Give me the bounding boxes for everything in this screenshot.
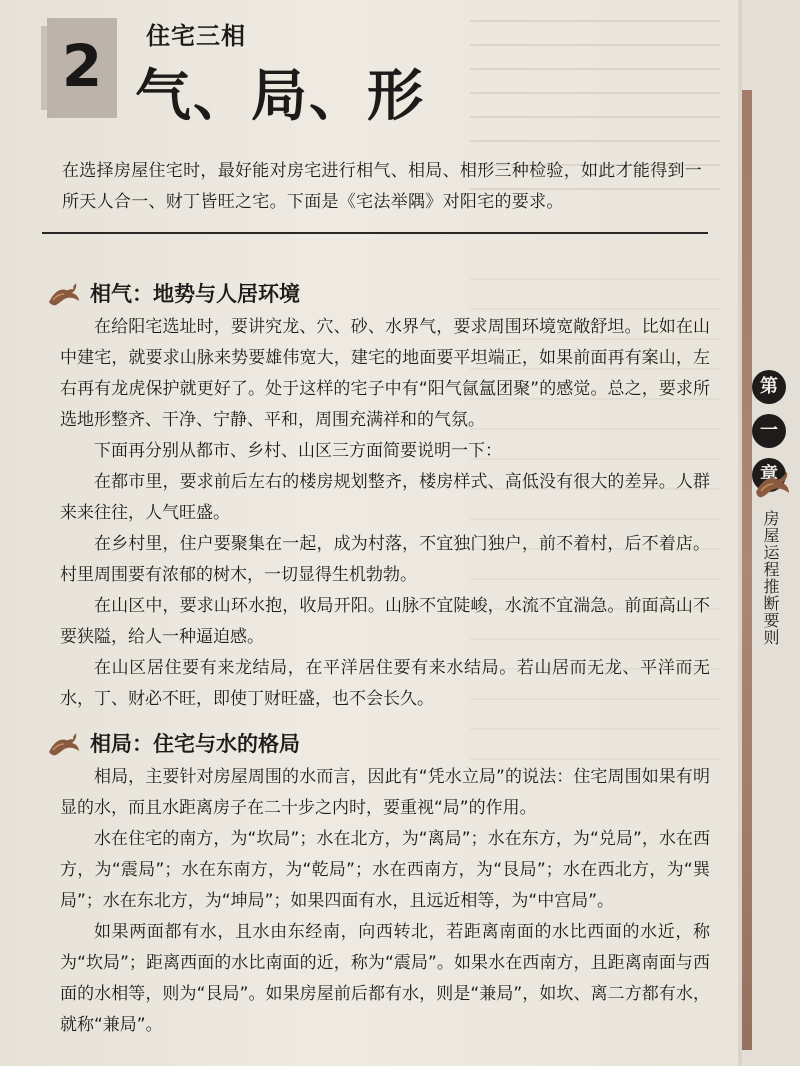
paragraph: 在给阳宅选址时，要讲究龙、穴、砂、水界气，要求周围环境宽敞舒坦。比如在山中建宅，就要求山脉来势要雄伟宽大，建宅的地面要平坦端正，如果前面再有案山，左右再有龙虎保护就更好了。处于这样的宅子中有“阳气氤氲团聚”的感觉。总之，要求所选地形整齐、干净、宁静、平和，周围充满祥和的气氛。 — [60, 317, 710, 430]
dragon-ornament-icon — [46, 728, 82, 758]
chapter-tab-char: 章 — [752, 458, 786, 492]
side-tab-band — [742, 90, 752, 1050]
paragraph: 如果两面都有水，且水由东经南，向西转北，若距离南面的水比西面的水近，称为“坎局”；距离西面的水比南面的近，称为“震局”。如果水在西南方，且距离南面与西面的水相等，则为“艮局”。如果房屋前后都有水，则是“兼局”，如坎、离二方都有水，就称“兼局”。 — [60, 922, 710, 1035]
section-heading-ju — [46, 726, 300, 760]
chapter-tab-char: 一 — [752, 414, 786, 448]
section-body-qi — [60, 312, 710, 715]
section-subtitle: 住宅三相 — [146, 22, 246, 50]
divider — [42, 232, 708, 234]
paragraph: 相局，主要针对房屋周围的水而言，因此有“凭水立局”的说法：住宅周围如果有明显的水，而且水距离房子在二十步之内时，要重视“局”的作用。 — [60, 767, 710, 818]
paragraph: 在都市里，要求前后左右的楼房规划整齐，楼房样式、高低没有很大的差异。人群来来往往，人气旺盛。 — [60, 472, 710, 523]
paragraph: 在山区居住要有来龙结局，在平洋居住要有来水结局。若山居而无龙、平洋而无水，丁、财必不旺，即使丁财旺盛，也不会长久。 — [60, 658, 710, 709]
section-heading-text: 相局：住宅与水的格局 — [90, 732, 300, 756]
paragraph: 在山区中，要求山环水抱，收局开阳。山脉不宜陡峻，水流不宜湍急。前面高山不要狭隘，给人一种逼迫感。 — [60, 596, 710, 647]
dragon-ornament-icon — [46, 278, 82, 308]
paragraph: 在乡村里，住户要聚集在一起，成为村落，不宜独门独户，前不着村，后不着店。村里周围要有浓郁的树木，一切显得生机勃勃。 — [60, 534, 710, 585]
chapter-number-box — [47, 18, 117, 118]
dragon-ornament-icon — [752, 466, 792, 500]
paragraph: 水在住宅的南方，为“坎局”；水在北方，为“离局”；水在东方，为“兑局”，水在西方，为“震局”；水在东南方，为“乾局”；水在西南方，为“艮局”；水在西北方，为“巽局”；水在东北方，为“坤局”；如果四面有水，且远近相等，为“中宫局”。 — [60, 829, 710, 911]
section-heading-qi — [46, 276, 300, 310]
chapter-tab-char: 第 — [752, 370, 786, 404]
intro-paragraph: 在选择房屋住宅时，最好能对房宅进行相气、相局、相形三种检验，如此才能得到一所天人合一、财丁皆旺之宅。下面是《宅法举隅》对阳宅的要求。 — [62, 161, 703, 212]
paragraph: 下面再分别从都市、乡村、山区三方面简要说明一下： — [94, 441, 502, 461]
section-body-ju — [60, 762, 710, 1041]
section-heading-text: 相气：地势与人居环境 — [90, 282, 300, 306]
chapter-number: 2 — [61, 32, 103, 100]
section-title: 气、局、形 — [135, 63, 425, 129]
side-tab-label: 房屋运程推断要则 — [761, 510, 780, 646]
